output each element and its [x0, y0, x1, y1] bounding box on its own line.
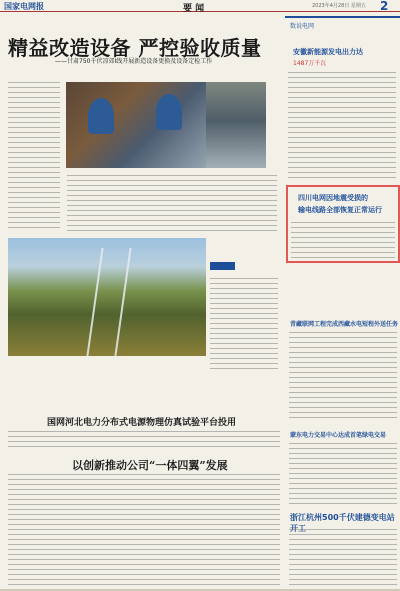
- left-article-text-column: [8, 80, 60, 230]
- right-story-text-2: [289, 441, 397, 505]
- bottom-story-text: [8, 472, 280, 585]
- article-body-text: [67, 173, 277, 233]
- section-title: 要 闻: [183, 4, 205, 14]
- photo-story-text: [210, 276, 278, 371]
- bottom-story-title: 以创新推动公司“一体四翼”发展: [72, 459, 228, 472]
- sidebar-label: 数说电网: [290, 23, 315, 30]
- page-number: 2: [380, 0, 389, 13]
- worker-helmet-icon: [156, 94, 182, 130]
- photo-tag-icon: [210, 262, 235, 270]
- newspaper-logo: 国家电网报: [4, 2, 44, 11]
- main-headline: 精益改造设备 严控验收质量: [8, 36, 262, 60]
- tower-icon: [86, 248, 131, 356]
- worker-helmet-icon: [88, 98, 114, 134]
- middle-story-text: [8, 429, 280, 449]
- right-story-title-3: 浙江杭州500千伏建德变电站开工: [290, 513, 395, 533]
- maintenance-photo: [66, 82, 209, 168]
- highlighted-story-title-line-2: 输电线路全部恢复正常运行: [298, 206, 382, 214]
- highlighted-story-title-line-1: 四川电网因地震受损的: [298, 194, 368, 202]
- sidebar-heading: 安徽新能源发电出力达: [293, 48, 363, 56]
- highlighted-story-text: [291, 220, 395, 258]
- right-story-title-1: 青藏联网工程完成西藏水电短程外送任务: [290, 321, 399, 328]
- right-story-text-3: [289, 527, 397, 585]
- right-story-title-2: 蒙东电力交易中心达成首笔绿电交易: [290, 432, 387, 439]
- right-story-text-1: [289, 330, 397, 422]
- worker-photo: [206, 82, 266, 168]
- middle-story-title: 国网河北电力分布式电源物理仿真试验平台投用: [47, 418, 237, 428]
- highlighted-story-title: [298, 192, 382, 216]
- transmission-tower-photo: [8, 238, 206, 356]
- sidebar-top-rule: [285, 16, 400, 18]
- subheadline: ——甘肃750千伏凉郊Ⅰ线开展新造设备更换及设备定检工作: [55, 58, 213, 65]
- sidebar-text: [288, 70, 396, 178]
- issue-date: 2023年4月28日 星期五: [312, 3, 366, 9]
- sidebar-subheading: 1487万千瓦: [293, 60, 327, 67]
